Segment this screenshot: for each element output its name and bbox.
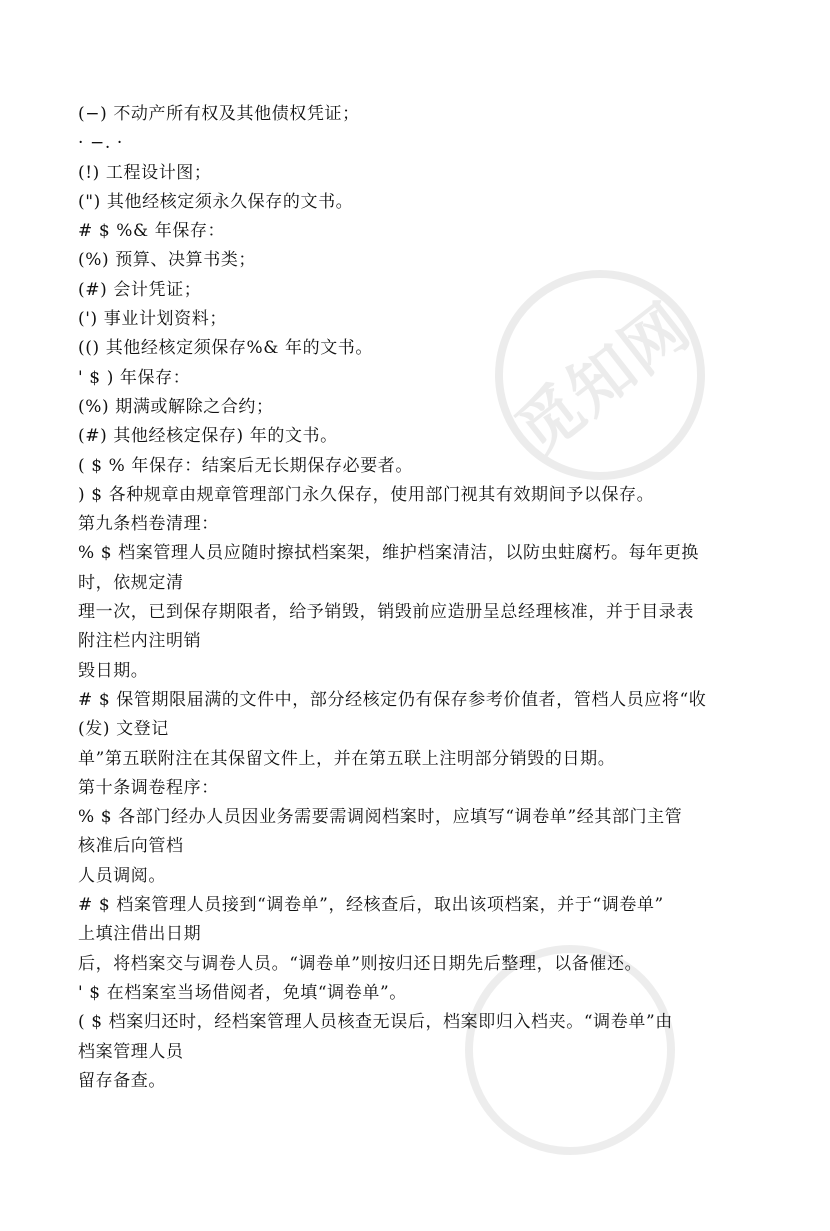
text-line: 上填注借出日期	[78, 924, 202, 945]
text-line: 附注栏内注明销	[78, 631, 202, 652]
text-line: (#) 其他经核定保存) 年的文书。	[78, 426, 338, 447]
watermark-text: 觅知网	[502, 289, 705, 470]
text-line: # $ 保管期限届满的文件中，部分经核定仍有保存参考价值者，管档人员应将“收	[78, 689, 707, 710]
text-line: (() 其他经核定须保存%& 年的文书。	[78, 338, 373, 359]
text-line: (%) 期满或解除之合约；	[78, 396, 274, 417]
text-line: ) $ 各种规章由规章管理部门永久保存，使用部门视其有效期间予以保存。	[78, 484, 655, 505]
text-line: ' $ 在档案室当场借阅者，免填“调卷单”。	[78, 982, 407, 1003]
text-line: 理一次，已到保存期限者，给予销毁，销毁前应造册呈总经理核准，并于目录表	[78, 602, 694, 623]
text-line: 时，依规定清	[78, 572, 184, 593]
text-line: (%) 预算、决算书类；	[78, 250, 257, 271]
text-line: 毁日期。	[78, 660, 149, 681]
text-line: (#) 会计凭证；	[78, 279, 202, 300]
text-line: 人员调阅。	[78, 865, 166, 886]
text-line: (') 事业计划资料；	[78, 309, 227, 330]
text-line: ( $ 档案归还时，经档案管理人员核查无误后，档案即归入档夹。“调卷单”由	[78, 1012, 673, 1033]
text-line: 核准后向管档	[78, 836, 184, 857]
text-line: 留存备查。	[78, 1070, 166, 1091]
text-line: ' $ ) 年保存：	[78, 367, 191, 388]
text-line: % $ 档案管理人员应随时擦拭档案架，维护档案清洁，以防虫蛀腐朽。每年更换	[78, 543, 699, 564]
text-line: 后，将档案交与调卷人员。“调卷单”则按归还日期先后整理，以备催还。	[78, 953, 643, 974]
text-line: · −. ·	[78, 133, 123, 154]
text-line: (发) 文登记	[78, 719, 169, 740]
text-line: (!) 工程设计图；	[78, 162, 212, 183]
section-heading: 第十条调卷程序：	[78, 777, 219, 798]
text-line: # $ 档案管理人员接到“调卷单”，经核查后，取出该项档案，并于“调卷单”	[78, 895, 664, 916]
text-line: (−) 不动产所有权及其他债权凭证；	[78, 104, 360, 124]
text-line: (") 其他经核定须永久保存的文书。	[78, 191, 354, 212]
text-line: # $ %& 年保存：	[78, 221, 226, 242]
text-line: 档案管理人员	[78, 1041, 184, 1062]
text-line: ( $ % 年保存：结案后无长期保存必要者。	[78, 455, 414, 476]
document-body	[78, 100, 768, 1096]
text-line: 单”第五联附注在其保留文件上，并在第五联上注明部分销毁的日期。	[78, 748, 616, 769]
text-line: % $ 各部门经办人员因业务需要需调阅档案时，应填写“调卷单”经其部门主管	[78, 807, 683, 828]
section-heading: 第九条档卷清理：	[78, 514, 219, 535]
